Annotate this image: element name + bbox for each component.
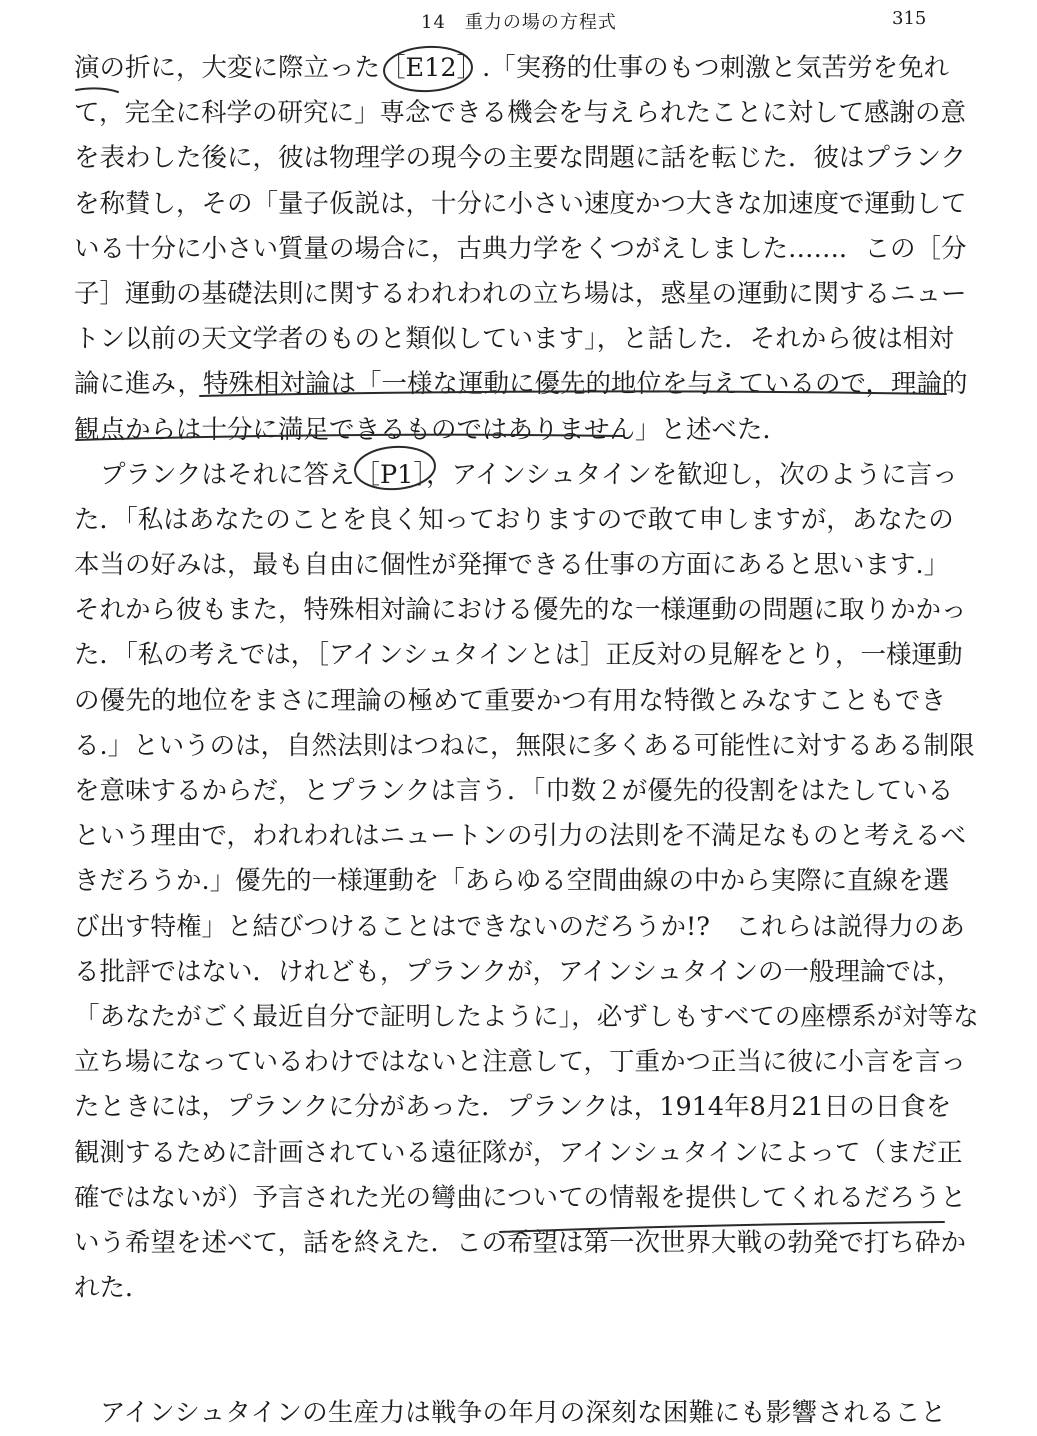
text-line: アインシュタインの生産力は戦争の年月の深刻な困難にも影響されること (100, 1398, 946, 1429)
page-number: 315 (892, 8, 927, 29)
text-line: それから彼もまた，特殊相対論における優先的な一様運動の問題に取りかかっ (74, 595, 967, 626)
text-line: 観測するために計画されている遠征隊が，アインシュタインによって（まだ正 (74, 1137, 963, 1168)
text-line: 論に進み，特殊相対論は「一様な運動に優先的地位を与えているので，理論的 (74, 369, 968, 400)
text-line: る批評ではない．けれども，プランクが，アインシュタインの一般理論では， (74, 956, 963, 987)
text-line: 「あなたがごく最近自分で証明したように」，必ずしもすべての座標系が対等な (74, 1001, 979, 1032)
text-line: を意味するからだ，とプランクは言う．「巾数２が優先的役割をはたしている (74, 776, 954, 806)
text-line: という理由で，われわれはニュートンの引力の法則を不満足なものと考えるべ (74, 821, 966, 852)
text-line: トン以前の天文学者のものと類似しています」，と話した．それから彼は相対 (74, 324, 954, 355)
text-line: 観点からは十分に満足できるものではありません」と述べた． (74, 414, 789, 445)
running-header (0, 4, 1037, 34)
text-line: を表わした後に，彼は物理学の現今の主要な問題に話を転じた．彼はプランク (74, 143, 966, 174)
text-line: きだろうか.」優先的一様運動を「あらゆる空間曲線の中から実際に直線を選 (74, 866, 950, 897)
body-text (74, 46, 979, 1436)
text-line: 確ではないが）予言された光の彎曲についての情報を提供してくれるだろうと (74, 1182, 966, 1213)
text-line: の優先的地位をまさに理論の極めて重要かつ有用な特徴とみなすこともでき (74, 685, 946, 716)
text-line: た．「私はあなたのことを良く知っておりますので敢て申しますが，あなたの (74, 504, 954, 535)
text-line: て，完全に科学の研究に」専念できる機会を与えられたことに対して感謝の意 (74, 98, 966, 129)
text-line: を称賛し，その「量子仮説は，十分に小さい速度かつ大きな加速度で運動して (74, 188, 967, 219)
text-line: た．「私の考えでは，［アインシュタインとは］正反対の見解をとり，一様運動 (74, 640, 963, 671)
text-line: び出す特権」と結びつけることはできないのだろうか!? これらは説得力のあ (74, 911, 965, 942)
section-gap (74, 1311, 946, 1391)
text-line: いる十分に小さい質量の場合に，古典力学をくつがえしました……．この［分 (74, 233, 967, 264)
text-line: る.」というのは，自然法則はつねに，無限に多くある可能性に対するある制限 (74, 730, 975, 761)
text-line: プランクはそれに答え［P1］，アインシュタインを歓迎し，次のように言っ (100, 459, 958, 490)
text-line: れた． (74, 1273, 151, 1304)
text-line: たときには，プランクに分があった．プランクは，1914年8月21日の日食を (74, 1092, 952, 1123)
text-line: 立ち場になっているわけではないと注意して，丁重かつ正当に彼に小言を言っ (74, 1047, 966, 1078)
text-line: 演の折に，大変に際立った［E12］.「実務的仕事のもつ刺激と気苦労を免れ (74, 53, 950, 83)
text-line: 子］運動の基礎法則に関するわれわれの立ち場は，惑星の運動に関するニュー (74, 278, 967, 309)
chapter-title: 14 重力の場の方程式 (421, 12, 617, 33)
text-line: 本当の好みは，最も自由に個性が発揮できる仕事の方面にあると思います.」 (74, 550, 950, 581)
text-line: いう希望を述べて，話を終えた．この希望は第一次世界大戦の勃発で打ち砕か (74, 1227, 966, 1258)
